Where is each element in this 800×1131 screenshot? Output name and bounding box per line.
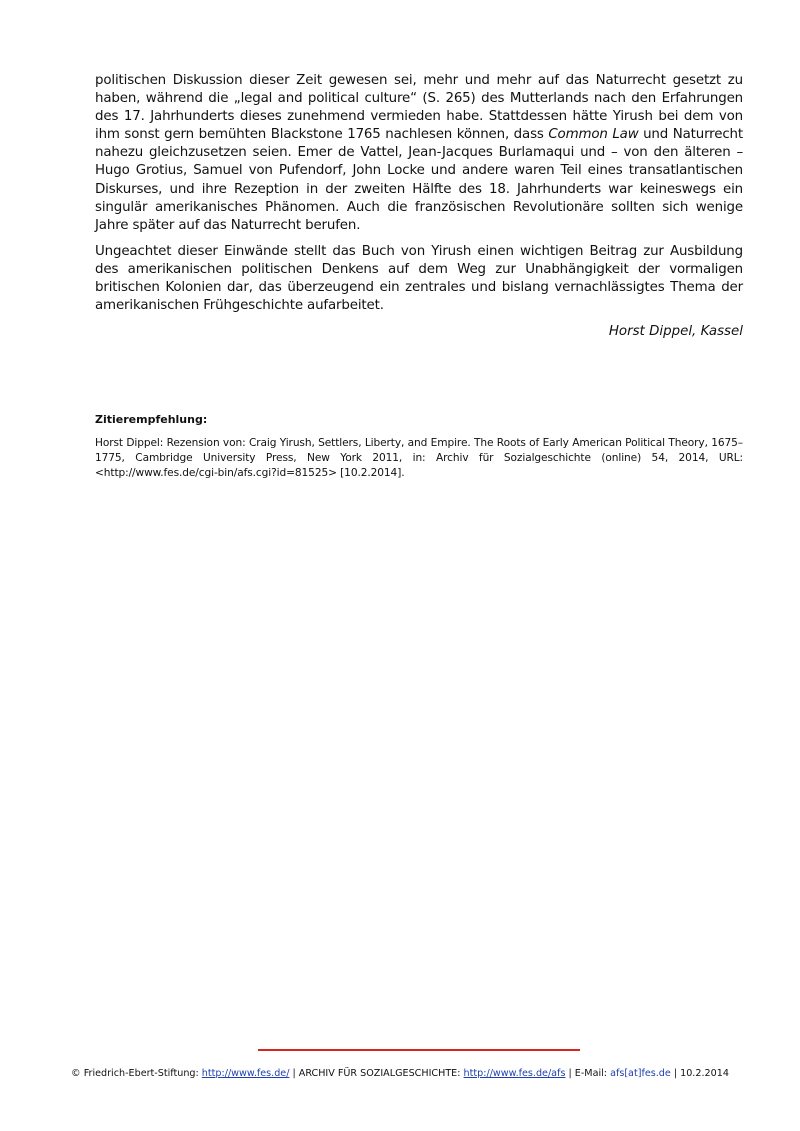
paragraph-2: Ungeachtet dieser Einwände stellt das Buch von Yirush einen wichtigen Beitrag zur Ausbildung des amerikanischen politischen Denkens auf dem Weg zur Unabhängigkeit der vormaligen britischen Kolonien dar, das überzeugend ein zentrales und bislang vernachlässigtes Thema der amerikanischen Frühgeschichte aufarbeitet. — [95, 243, 743, 314]
article-body — [95, 72, 743, 341]
footer-separator-2: | E-Mail: — [565, 1068, 611, 1079]
paragraph-1-text-b: und Naturrecht nahezu gleichzusetzen seien. Emer de Vattel, Jean-Jacques Burlamaqui und – von den älteren – Hugo Grotius, Samuel von Pufendorf, John Locke und andere waren Teil eines transatlantischen Diskurses, und ihre Rezeption in der zweiten Hälfte des 18. Jahrhunderts war keineswegs ein singulär amerikanisches Phänomen. Auch die französischen Revolutionäre sollten sich wenige Jahre später auf das Naturrecht berufen. — [95, 127, 743, 233]
citation-text: Horst Dippel: Rezension von: Craig Yirush, Settlers, Liberty, and Empire. The Roots of Early American Political Theory, 1675–1775, Cambridge University Press, New York 2011, in: Archiv für Sozialgeschichte (online) 54, 2014, URL: <http://www.fes.de/cgi-bin/afs.cgi?id=81525> [10.2.2014]. — [95, 437, 743, 479]
paragraph-1-text-a: politischen Diskussion dieser Zeit gewesen sei, mehr und mehr auf das Naturrecht gesetzt zu haben, während die „legal and political culture“ (S. 265) des Mutterlands nach den Erfahrungen des 17. Jahrhunderts dieses zunehmend vermieden habe. Stattdessen hätte Yirush bei dem von ihm sonst gern bemühten Blackstone 1765 nachlesen können, dass — [95, 73, 743, 143]
paragraph-1-emphasis: Common Law — [548, 127, 639, 143]
footer-separator-1: | ARCHIV FÜR SOZIALGESCHICHTE: — [289, 1068, 464, 1079]
paragraph-1 — [95, 72, 743, 235]
footer-copyright: © Friedrich-Ebert-Stiftung: — [71, 1068, 202, 1079]
fes-link[interactable]: http://www.fes.de/ — [201, 1068, 290, 1079]
email-link[interactable]: afs[at]fes.de — [610, 1068, 671, 1079]
author-signature: Horst Dippel, Kassel — [608, 324, 743, 340]
citation-heading: Zitierempfehlung: — [95, 413, 208, 426]
footer-date: | 10.2.2014 — [670, 1068, 729, 1079]
footer-divider — [258, 1049, 580, 1051]
afs-link[interactable]: http://www.fes.de/afs — [463, 1068, 566, 1079]
page-footer — [0, 1068, 800, 1080]
